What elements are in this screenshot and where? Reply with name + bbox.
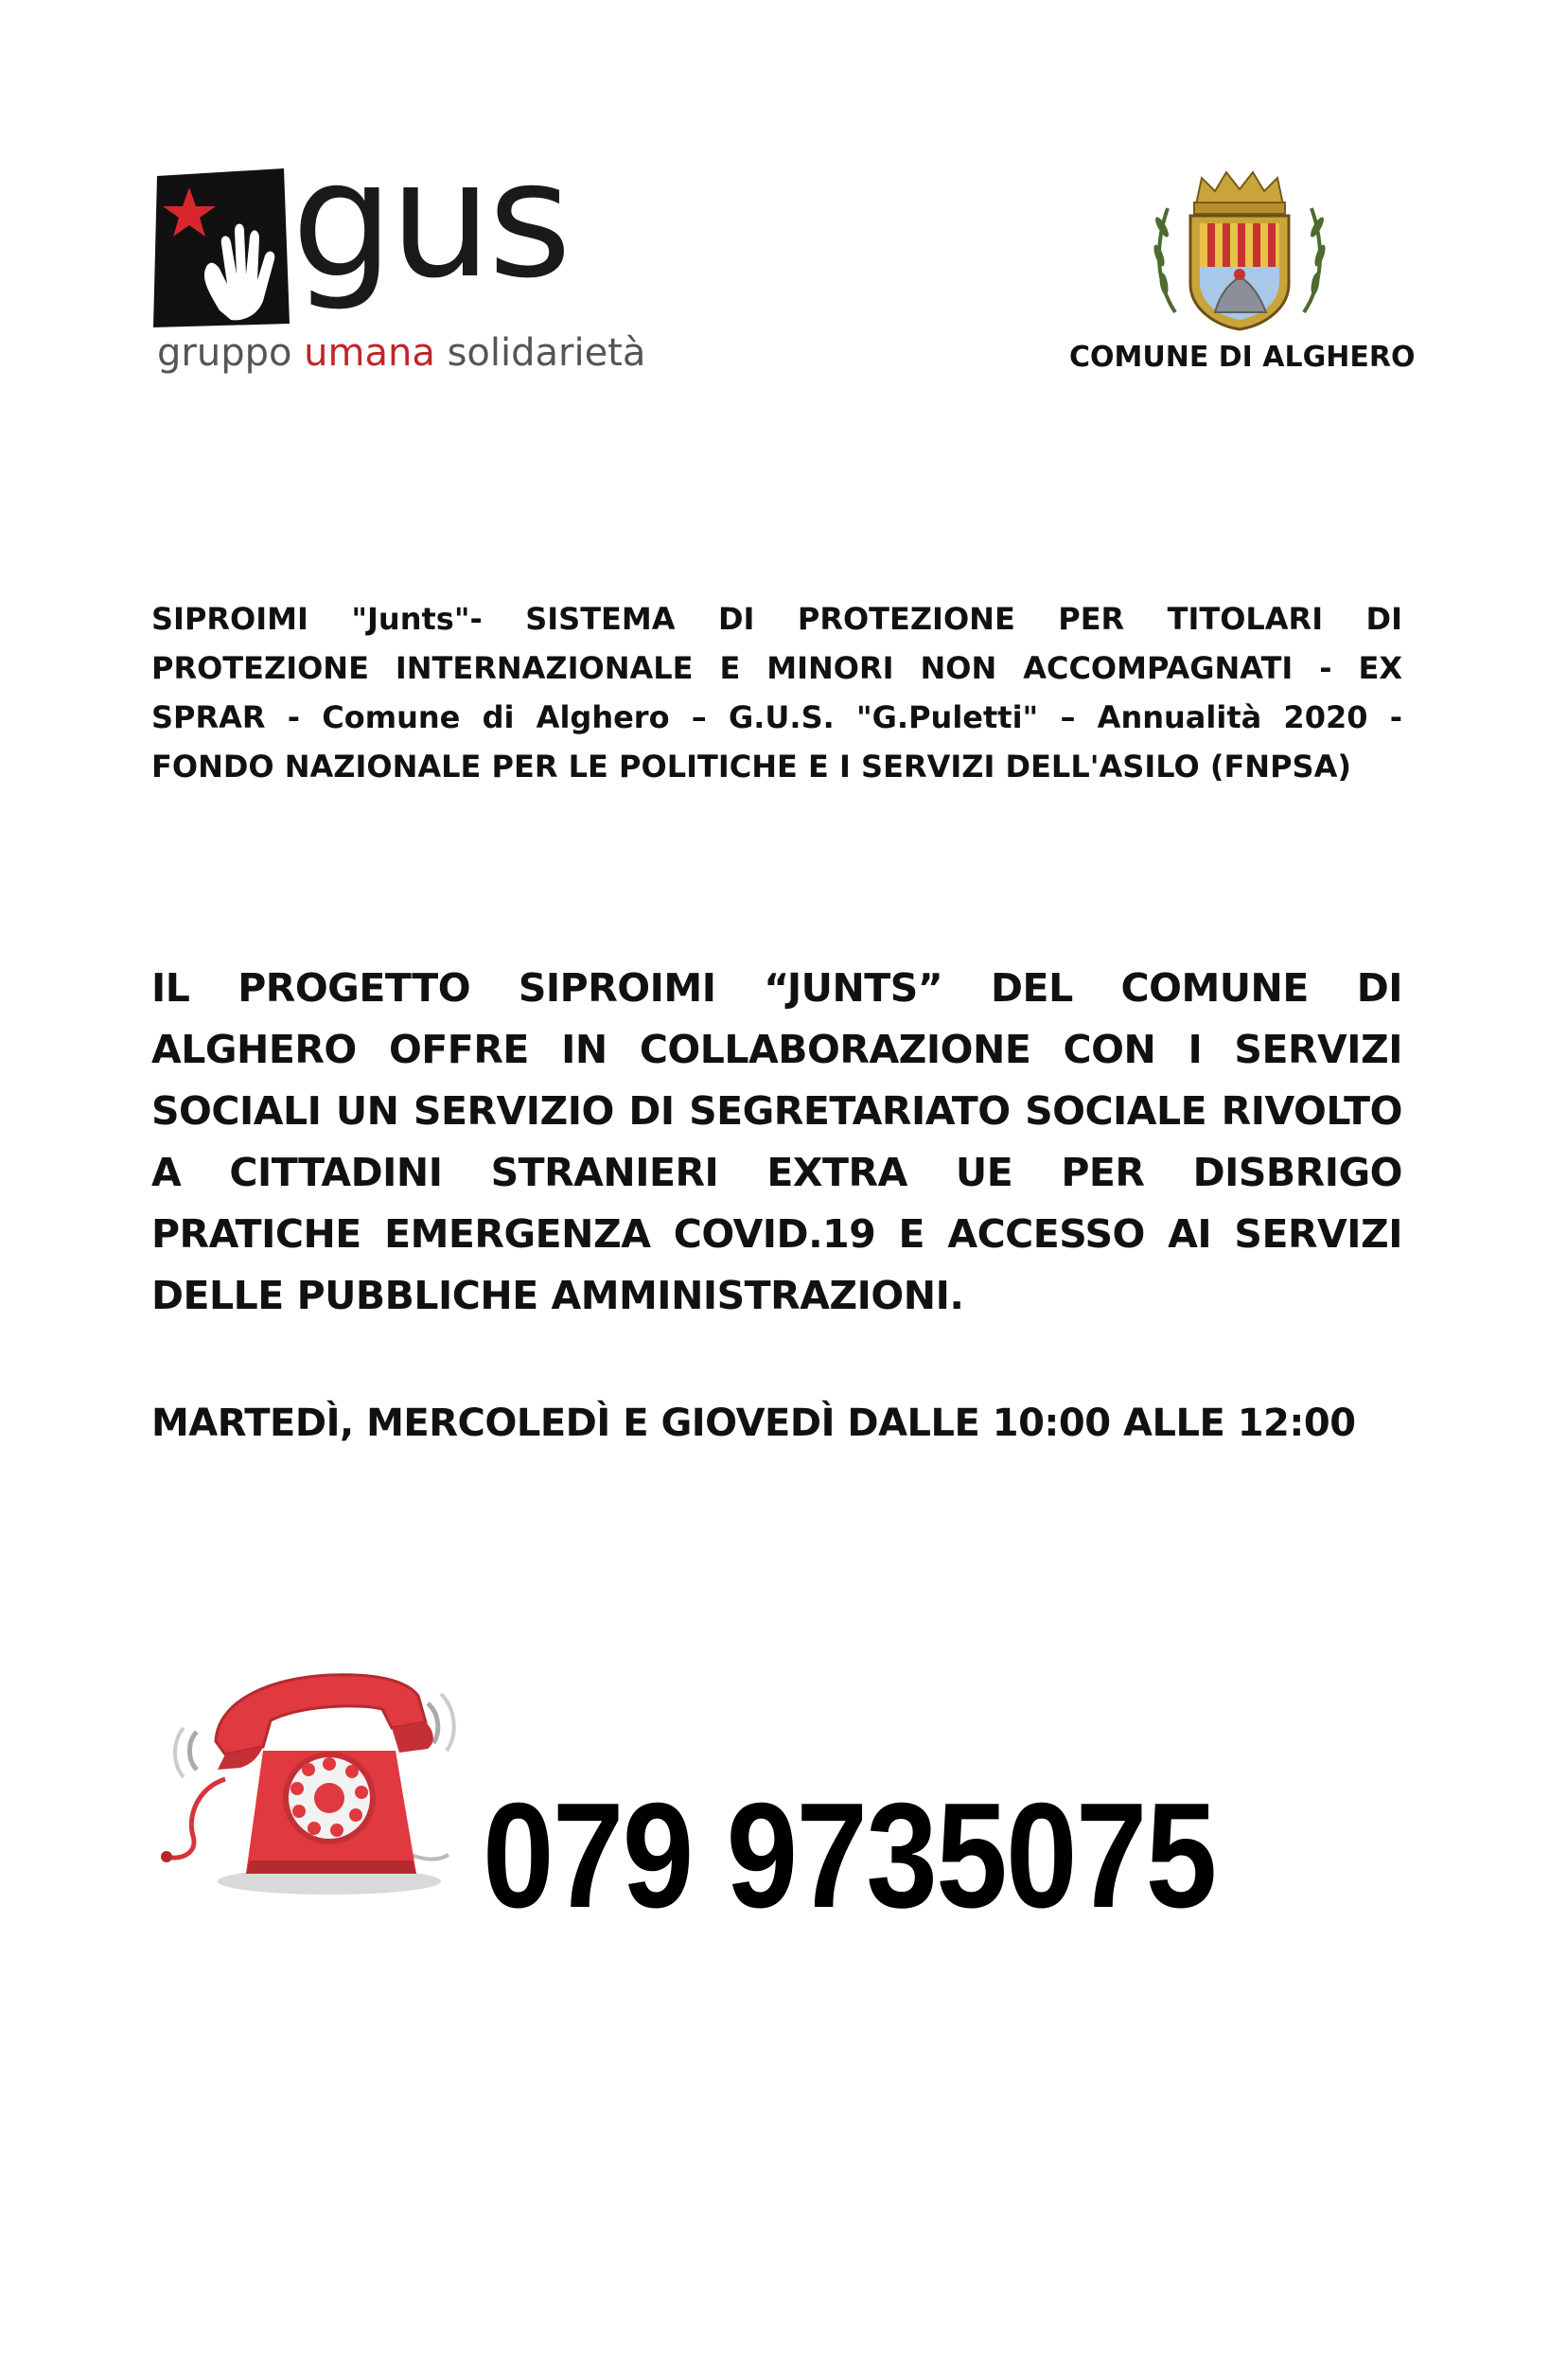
gus-wordmark: gus (291, 127, 569, 314)
comune-name: COMUNE DI ALGHERO (1069, 341, 1416, 374)
opening-hours: MARTEDÌ, MERCOLEDÌ E GIOVEDÌ DALLE 10:00 ALLE 12:00 (151, 1402, 1356, 1445)
project-intro: SIPROIMI "Junts"- SISTEMA DI PROTEZIONE PER TITOLARI DI PROTEZIONE INTERNAZIONALE E MINORI NON ACCOMPAGNATI - EX SPRAR - Comune di Alghero – G.U.S. "G.Puletti" – Annualità 2020 - FONDO NAZIONALE PER LE POLITICHE E I SERVIZI DELL'ASILO (FNPSA) (151, 601, 1402, 785)
coat-of-arms-icon (1147, 170, 1332, 333)
service-announcement: IL PROGETTO SIPROIMI “JUNTS” DEL COMUNE DI ALGHERO OFFRE IN COLLABORAZIONE CON I SERVIZI SOCIALI UN SERVIZIO DI SEGRETARIATO SOCIALE RIVOLTO A CITTADINI STRANIERI EXTRA UE PER DISBRIGO PRATICHE EMERGENZA COVID.19 E ACCESSO AI SERVIZI DELLE PUBBLICHE AMMINISTRAZIONI. (151, 965, 1402, 1318)
gus-hand-star-icon (151, 168, 293, 329)
gus-tagline: gruppo umana solidarietà (157, 331, 646, 375)
comune-logo (1069, 170, 1416, 388)
gus-logo (151, 127, 646, 386)
telephone-icon (159, 1637, 471, 1902)
phone-number[interactable]: 079 9735075 (483, 1772, 1216, 1939)
